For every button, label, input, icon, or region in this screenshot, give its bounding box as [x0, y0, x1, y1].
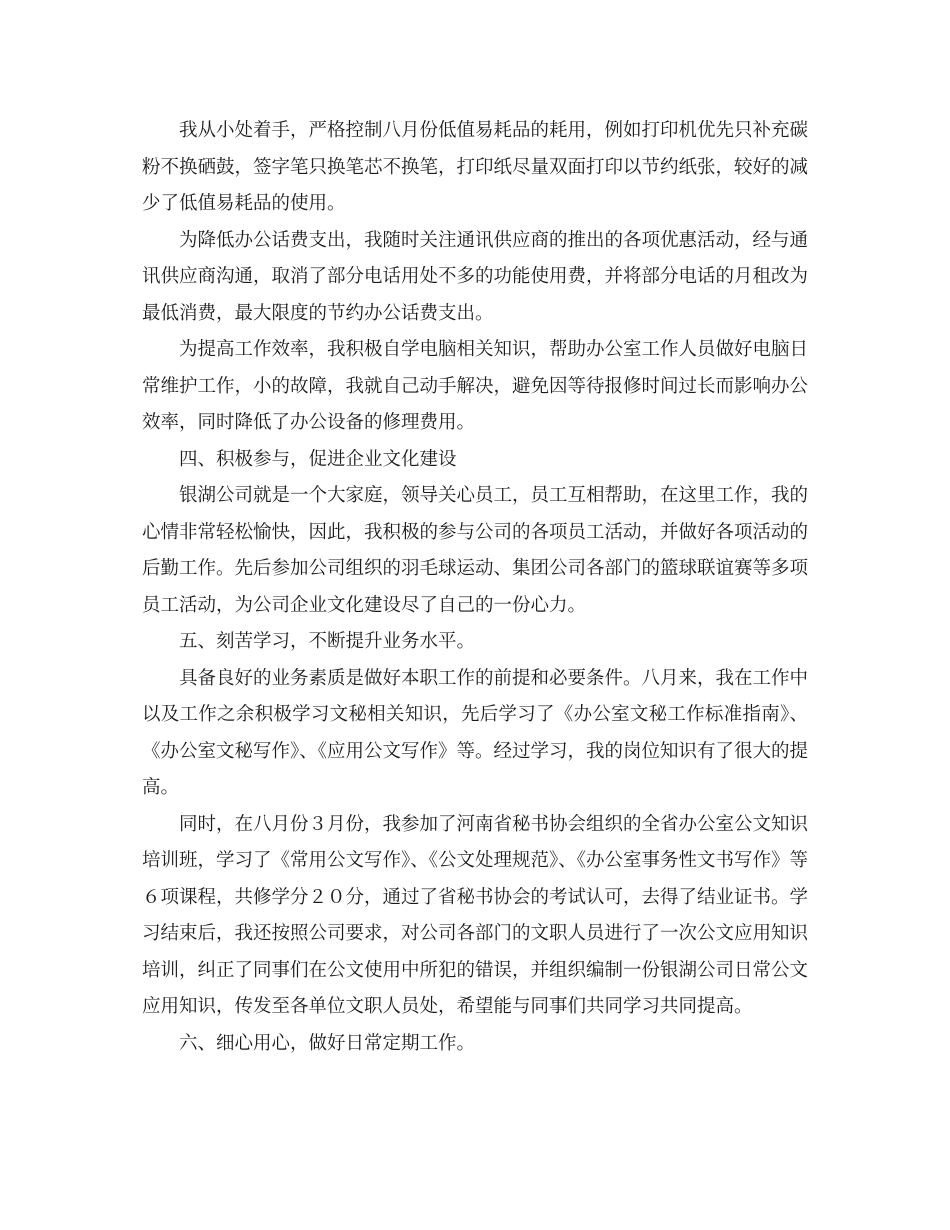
document-body	[142, 113, 808, 1062]
section-heading-6: 六、细心用心，做好日常定期工作。	[179, 1032, 476, 1054]
section-heading-5: 五、刻苦学习，不断提升业务水平。	[179, 631, 476, 652]
paragraph-training: 同时，在八月份３月份，我参加了河南省秘书协会组织的全省办公室公文知识培训班，学习了《常用公文写作》、《公文处理规范》、《办公室事务性文书写作》等６项课程，共修学分２０分，通过了省秘书协会的考试认可，去得了结业证书。学习结束后，我还按照公司要求，对公司各部门的文职人员进行了一次公文应用知识培训，纠正了同事们在公文使用中所犯的错误，并组织编制一份银湖公司日常公文应用知识，传发至各单位文职人员处，希望能与同事们共同学习共同提高。	[142, 813, 809, 1017]
section-heading-4: 四、积极参与，促进企业文化建设	[179, 448, 457, 470]
paragraph-phone-costs: 为降低办公话费支出，我随时关注通讯供应商的推出的各项优惠活动，经与通讯供应商沟通，取消了部分电话用处不多的功能使用费，并将部分电话的月租改为最低消费，最大限度的节约办公话费支出。	[142, 229, 809, 324]
paragraph-study: 具备良好的业务素质是做好本职工作的前提和必要条件。八月来，我在工作中以及工作之余积极学习文秘相关知识，先后学习了《办公室文秘工作标准指南》、《办公室文秘写作》、《应用公文写作》等。经过学习，我的岗位知识有了很大的提高。	[142, 667, 809, 798]
paragraph-efficiency: 为提高工作效率，我积极自学电脑相关知识，帮助办公室工作人员做好电脑日常维护工作，小的故障，我就自己动手解决，避免因等待报修时间过长而影响办公效率，同时降低了办公设备的修理费用。	[142, 339, 809, 433]
paragraph-culture: 银湖公司就是一个大家庭，领导关心员工，员工互相帮助，在这里工作，我的心情非常轻松愉快，因此，我积极的参与公司的各项员工活动，并做好各项活动的后勤工作。先后参加公司组织的羽毛球运动、集团公司各部门的篮球联谊赛等多项员工活动，为公司企业文化建设尽了自己的一份心力。	[142, 485, 809, 616]
paragraph-consumables: 我从小处着手，严格控制八月份低值易耗品的耗用，例如打印机优先只补充碳粉不换硒鼓，签字笔只换笔芯不换笔，打印纸尽量双面打印以节约纸张，较好的减少了低值易耗品的使用。	[142, 120, 809, 214]
